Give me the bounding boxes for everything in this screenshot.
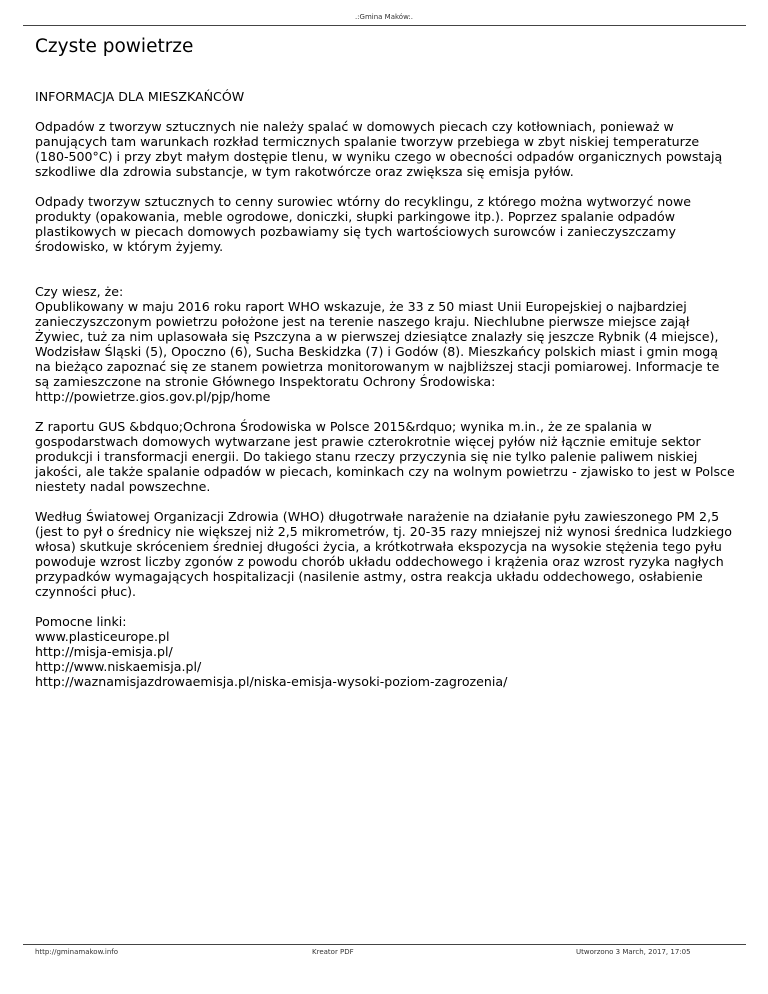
did-you-know-text: Opublikowany w maju 2016 roku raport WHO wskazuje, że 33 z 50 miast Unii Europejskiej o najbardziej zanieczyszczonym powietrzu położone jest na terenie naszego kraju. Niechlubne pierwsze miejsce zajął Żywiec, tuż za nim uplasowała się Pszczyna a w pierwszej dziesiątce znalazły się jeszcze Rybnik (4 miejsce), Wodzisław Śląski (5), Opoczno (6), Sucha Beskidzka (7) i Godów (8). Mieszkańcy polskich miast i gmin mogą na bieżąco zapoznać się ze stanem powietrza monitorowanym w najbliższej stacji pomiarowej. Informacje te są zamieszczone na stronie Głównego Inspektoratu Ochrony Środowiska: xyxy=(35,299,720,389)
paragraph-who: Według Światowej Organizacji Zdrowia (WHO) długotrwałe narażenie na działanie pyłu zawieszonego PM 2,5 (jest to pył o średnicy nie większej niż 2,5 mikrometrów, tj. 20-35 razy mniejszej niż wynosi średnica ludzkiego włosa) skutkuje skróceniem średniej długości życia, a krótkotrwała ekspozycja na wysokie stężenia tego pyłu powoduje wzrost liczby zgonów z powodu chorób układu oddechowego i krążenia oraz wzrost ryzyka nagłych przypadków wymagających hospitalizacji (nasilenie astmy, ostra reakcja układu oddechowego, osłabienie czynności płuc). xyxy=(35,509,732,599)
header-divider xyxy=(23,25,746,26)
paragraph-recycling: Odpady tworzyw sztucznych to cenny surowiec wtórny do recyklingu, z którego można wytworzyć nowe produkty (opakowania, meble ogrodowe, doniczki, słupki parkingowe itp.). Poprzez spalanie odpadów plastikowych w piecach domowych pozbawiamy się tych wartościowych surowców i zanieczyszczamy środowisko, w którym żyjemy. xyxy=(35,194,691,254)
paragraph-plastics-burning: Odpadów z tworzyw sztucznych nie należy spalać w domowych piecach czy kotłowniach, ponieważ w panujących tam warunkach rozkład termicznych spalanie tworzyw przebiega w zbyt niskiej temperaturze (180-500°C) i przy zbyt małym dostępie tlenu, w wyniku czego w obecności odpadów organicznych powstają szkodliwe dla zdrowia substancje, w tym rakotwórcze oraz zwiększa się emisja pyłów. xyxy=(35,119,723,179)
link-plasticeurope[interactable]: www.plasticeurope.pl xyxy=(35,629,170,644)
link-waznamisja[interactable]: http://waznamisjazdrowaemisja.pl/niska-emisja-wysoki-poziom-zagrozenia/ xyxy=(35,674,508,689)
footer-generator: Kreator PDF xyxy=(312,948,354,956)
link-misja-emisja[interactable]: http://misja-emisja.pl/ xyxy=(35,644,173,659)
link-niskaemisja[interactable]: http://www.niskaemisja.pl/ xyxy=(35,659,202,674)
did-you-know-heading: Czy wiesz, że: xyxy=(35,284,124,299)
page-title: Czyste powietrze xyxy=(35,36,194,57)
links-heading: Pomocne linki: xyxy=(35,614,127,629)
article-body xyxy=(35,89,735,689)
site-title: .:Gmina Maków:. xyxy=(354,13,414,21)
subtitle: INFORMACJA DLA MIESZKAŃCÓW xyxy=(35,89,245,104)
gios-link[interactable]: http://powietrze.gios.gov.pl/pjp/home xyxy=(35,389,271,404)
paragraph-gus-report: Z raportu GUS &bdquo;Ochrona Środowiska w Polsce 2015&rdquo; wynika m.in., że ze spalania w gospodarstwach domowych wytwarzane jest prawie czterokrotnie więcej pyłów niż łącznie emituje sektor produkcji i transformacji energii. Do takiego stanu rzeczy przyczynia się nie tylko palenie paliwem niskiej jakości, ale także spalanie odpadów w piecach, kominkach czy na wolnym powietrzu - zjawisko to jest w Polsce niestety nadal powszechne. xyxy=(35,419,735,494)
footer-site-url[interactable]: http://gminamakow.info xyxy=(35,948,119,956)
footer-created-date: Utworzono 3 March, 2017, 17:05 xyxy=(576,948,691,956)
footer-divider xyxy=(23,944,746,945)
